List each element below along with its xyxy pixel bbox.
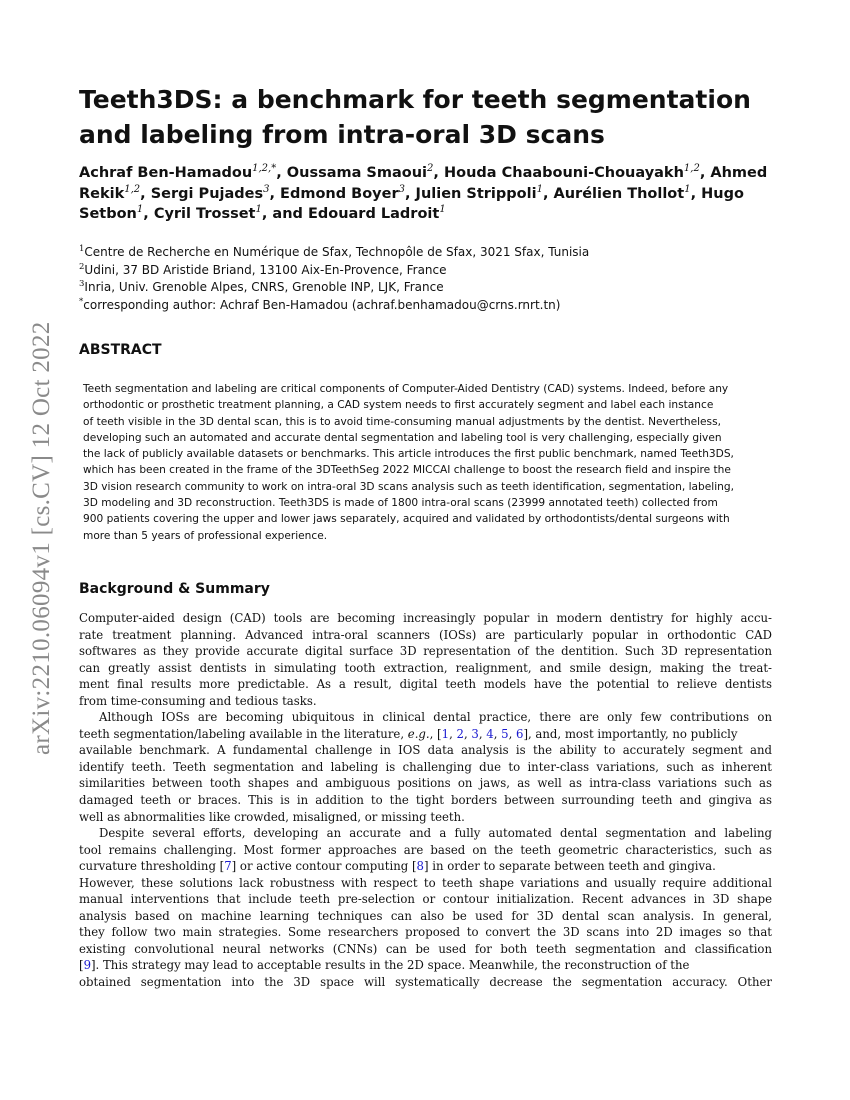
- affiliation-text: Centre de Recherche en Numérique de Sfax, Technopôle de Sfax, 3021 Sfax, Tunisia: [84, 245, 590, 259]
- body-line: Although IOSs are becoming ubiquitous in clinical dental practice, there are only few contributions on: [99, 710, 772, 725]
- body-line: obtained segmentation into the 3D space will systematically decrease the segmentation accuracy. Other: [79, 975, 772, 990]
- author-name: Aurélien Thollot: [553, 185, 685, 202]
- author-affil-mark: 1: [439, 204, 446, 215]
- abstract-line: orthodontic or prosthetic treatment planning, a CAD system needs to first accurately segment and label each instance: [83, 399, 714, 412]
- citation-link[interactable]: 4: [486, 726, 494, 741]
- abstract-heading: ABSTRACT: [79, 342, 162, 358]
- body-line: existing convolutional neural networks (CNNs) can be used for both teeth segmentation and classification: [79, 941, 772, 956]
- affiliation-item: [79, 262, 779, 280]
- body-text-span: ] or active contour computing [: [231, 859, 417, 874]
- author-affil-mark: 1,2: [124, 183, 141, 195]
- body-line: well as abnormalities like crowded, misaligned, or missing teeth.: [79, 809, 465, 824]
- body-line: softwares as they provide accurate digital surface 3D representation of the dentition. Such 3D representation: [79, 644, 772, 659]
- body-line-with-citations: [79, 957, 772, 974]
- body-line: Despite several efforts, developing an accurate and a fully automated dental segmentation and labeling: [99, 826, 772, 841]
- corresponding-author-text: corresponding author: Achraf Ben-Hamadou (achraf.benhamadou@crns.rnrt.tn): [83, 297, 561, 312]
- citation-link[interactable]: 9: [83, 958, 91, 973]
- body-line: available benchmark. A fundamental challenge in IOS data analysis is the ability to accurately segment and: [79, 743, 772, 758]
- authors-line-2: Rekik$^{1,2}$, Sergi Pujades$^3$, Edmond Boyer$^3$, Julien Strippoli$^1$, Aurélien Thollot$^1$, Hugo: [79, 183, 744, 202]
- corresponding-mark: *: [79, 296, 84, 307]
- abstract-body: [83, 381, 773, 544]
- body-line: Computer-aided design (CAD) tools are becoming increasingly popular in modern dentistry for highly accu-: [79, 611, 772, 625]
- author-name: Oussama Smaoui: [286, 165, 428, 181]
- eg-abbrev: e.g.: [407, 726, 430, 741]
- affiliation-list: [79, 244, 779, 314]
- abstract-line: 3D modeling and 3D reconstruction. Teeth3DS is made of 1800 intra-oral scans (23999 annotated teeth) collected from: [83, 497, 718, 510]
- author-name: Julien Strippoli: [415, 185, 537, 202]
- author-affil-mark: 1,2,*: [252, 163, 277, 174]
- body-line: However, these solutions lack robustness with respect to teeth shape variations and usually require additional: [79, 875, 772, 890]
- body-line: ment final results more predictable. As a result, digital teeth models have the potential to relieve dentists: [79, 677, 772, 692]
- body-line-with-citations: teeth segmentation/labeling available in the literature, e.g., [1, 2, 3, 4, 5, 6], and, most importantly, no publicly: [79, 726, 738, 741]
- author-name: Houda Chaabouni-Chouayakh: [443, 165, 684, 181]
- affiliation-item: [79, 279, 779, 297]
- body-line: they follow two main strategies. Some researchers proposed to convert the 3D scans into 2D images so that: [79, 925, 772, 940]
- author-name-first-part: Ahmed: [710, 165, 768, 181]
- arxiv-identifier-stamp: arXiv:2210.06094v1 [cs.CV] 12 Oct 2022: [28, 321, 55, 755]
- body-line: analysis based on machine learning techniques can also be used for 3D dental scan analysis. In general,: [79, 908, 772, 923]
- citation-link[interactable]: 5: [501, 726, 509, 741]
- author-name: Sergi Pujades: [150, 185, 264, 202]
- citation-link[interactable]: 3: [471, 726, 479, 741]
- body-line: can greatly assist dentists in simulating tooth extraction, realignment, and smile design, making the treat-: [79, 660, 772, 675]
- body-line: tool remains challenging. Most former approaches are based on the teeth geometric characteristics, such as: [79, 842, 772, 857]
- authors-line-3: Setbon$^1$, Cyril Trosset$^1$, and Edouard Ladroit$^1$: [79, 204, 446, 222]
- citation-link[interactable]: 6: [516, 726, 524, 741]
- abstract-line: which has been created in the frame of the 3DTeethSeg 2022 MICCAI challenge to boost the research field and inspire the: [83, 464, 731, 477]
- affiliation-mark: 1: [79, 244, 85, 254]
- title-line-1: Teeth3DS: a benchmark for teeth segmentation: [79, 85, 751, 114]
- author-affil-mark: 1: [684, 183, 691, 195]
- authors-line-1: Achraf Ben-Hamadou$^{1,2,*}$, Oussama Smaoui$^2$, Houda Chaabouni-Chouayakh$^{1,2}$, Ahmed: [79, 163, 768, 181]
- affiliation-item: [79, 244, 779, 262]
- abstract-line: of teeth visible in the 3D dental scan, this is to avoid time-consuming manual adjustments by the dentist. Nevertheless,: [83, 415, 721, 428]
- corresponding-author: [79, 297, 779, 315]
- citation-link[interactable]: 8: [416, 859, 424, 874]
- author-affil-mark: 1: [255, 204, 262, 215]
- author-name: Edouard Ladroit: [307, 206, 440, 222]
- body-text-span: teeth segmentation/labeling available in the literature,: [79, 726, 408, 741]
- body-line: damaged teeth or braces. This is in addition to the tight borders between surrounding teeth and gingiva as: [79, 793, 772, 808]
- affiliation-mark: 3: [79, 279, 85, 289]
- author-affil-mark: 2: [427, 163, 434, 174]
- paragraph-3: [79, 825, 772, 990]
- author-affil-mark: 3: [263, 183, 270, 195]
- abstract-line: 3D vision research community to work on intra-oral 3D scans analysis such as teeth identification, segmentation, labeling,: [83, 480, 734, 493]
- abstract-line: the lack of publicly available datasets or benchmarks. This article introduces the first public benchmark, named Teeth3DS,: [83, 448, 734, 461]
- author-name-second-part: Rekik: [79, 185, 125, 202]
- author-name-first-part: Hugo: [701, 185, 744, 202]
- body-text-span: curvature thresholding [: [79, 859, 225, 874]
- citation-link[interactable]: 7: [224, 859, 232, 874]
- abstract-line: developing such an automated and accurate dental segmentation and labeling tool is very challenging, especially given: [83, 431, 722, 444]
- author-list: [79, 163, 779, 225]
- paper-title: [79, 82, 779, 152]
- citation-link[interactable]: 1: [441, 726, 450, 741]
- abstract-line: Teeth segmentation and labeling are critical components of Computer-Aided Dentistry (CAD) systems. Indeed, before any: [83, 383, 729, 395]
- author-name-second-part: Setbon: [79, 206, 137, 222]
- author-affil-mark: 1: [136, 204, 144, 215]
- author-affil-mark: 1: [536, 183, 543, 195]
- author-affil-mark: 3: [398, 183, 405, 195]
- body-line: rate treatment planning. Advanced intra-oral scanners (IOSs) are particularly popular in orthodontic CAD: [79, 627, 772, 642]
- body-line: manual interventions that include teeth pre-selection or contour initialization. Recent advances in 3D shape: [79, 892, 772, 907]
- affiliation-mark: 2: [79, 261, 85, 272]
- body-text-span: , [: [429, 726, 442, 741]
- body-text-span: [: [79, 958, 84, 973]
- body-line-with-citations: [79, 858, 772, 875]
- affiliation-text: Udini, 37 BD Aristide Briand, 13100 Aix-En-Provence, France: [84, 262, 447, 277]
- body-text-span: ]. This strategy may lead to acceptable results in the 2D space. Meanwhile, the reconstruction of the: [91, 958, 690, 973]
- body-text: [79, 610, 772, 991]
- section-heading-background: Background & Summary: [79, 581, 270, 597]
- author-affil-mark: 1,2: [683, 163, 700, 174]
- paragraph-1: [79, 610, 772, 709]
- author-name: Cyril Trosset: [153, 206, 256, 222]
- title-line-2: and labeling from intra-oral 3D scans: [79, 120, 605, 149]
- affiliation-text: Inria, Univ. Grenoble Alpes, CNRS, Grenoble INP, LJK, France: [84, 280, 444, 294]
- author-name: Achraf Ben-Hamadou: [79, 165, 253, 181]
- body-text-span: ] in order to separate between teeth and gingiva.: [423, 859, 716, 874]
- abstract-line: 900 patients covering the upper and lower jaws separately, acquired and validated by orthodontists/dental surgeons with: [83, 513, 730, 526]
- body-line: similarities between tooth shapes and ambiguous positions on jaws, as well as intra-class variations such as: [79, 776, 772, 791]
- body-line: from time-consuming and tedious tasks.: [79, 693, 317, 708]
- paragraph-2: [79, 709, 772, 825]
- abstract-line: more than 5 years of professional experience.: [83, 529, 328, 542]
- citation-link[interactable]: 2: [456, 726, 464, 741]
- author-name: Edmond Boyer: [280, 185, 399, 202]
- body-text-span: ], and, most importantly, no publicly: [523, 726, 738, 741]
- body-line: identify teeth. Teeth segmentation and labeling is challenging due to inter-class variations, such as inherent: [79, 759, 772, 774]
